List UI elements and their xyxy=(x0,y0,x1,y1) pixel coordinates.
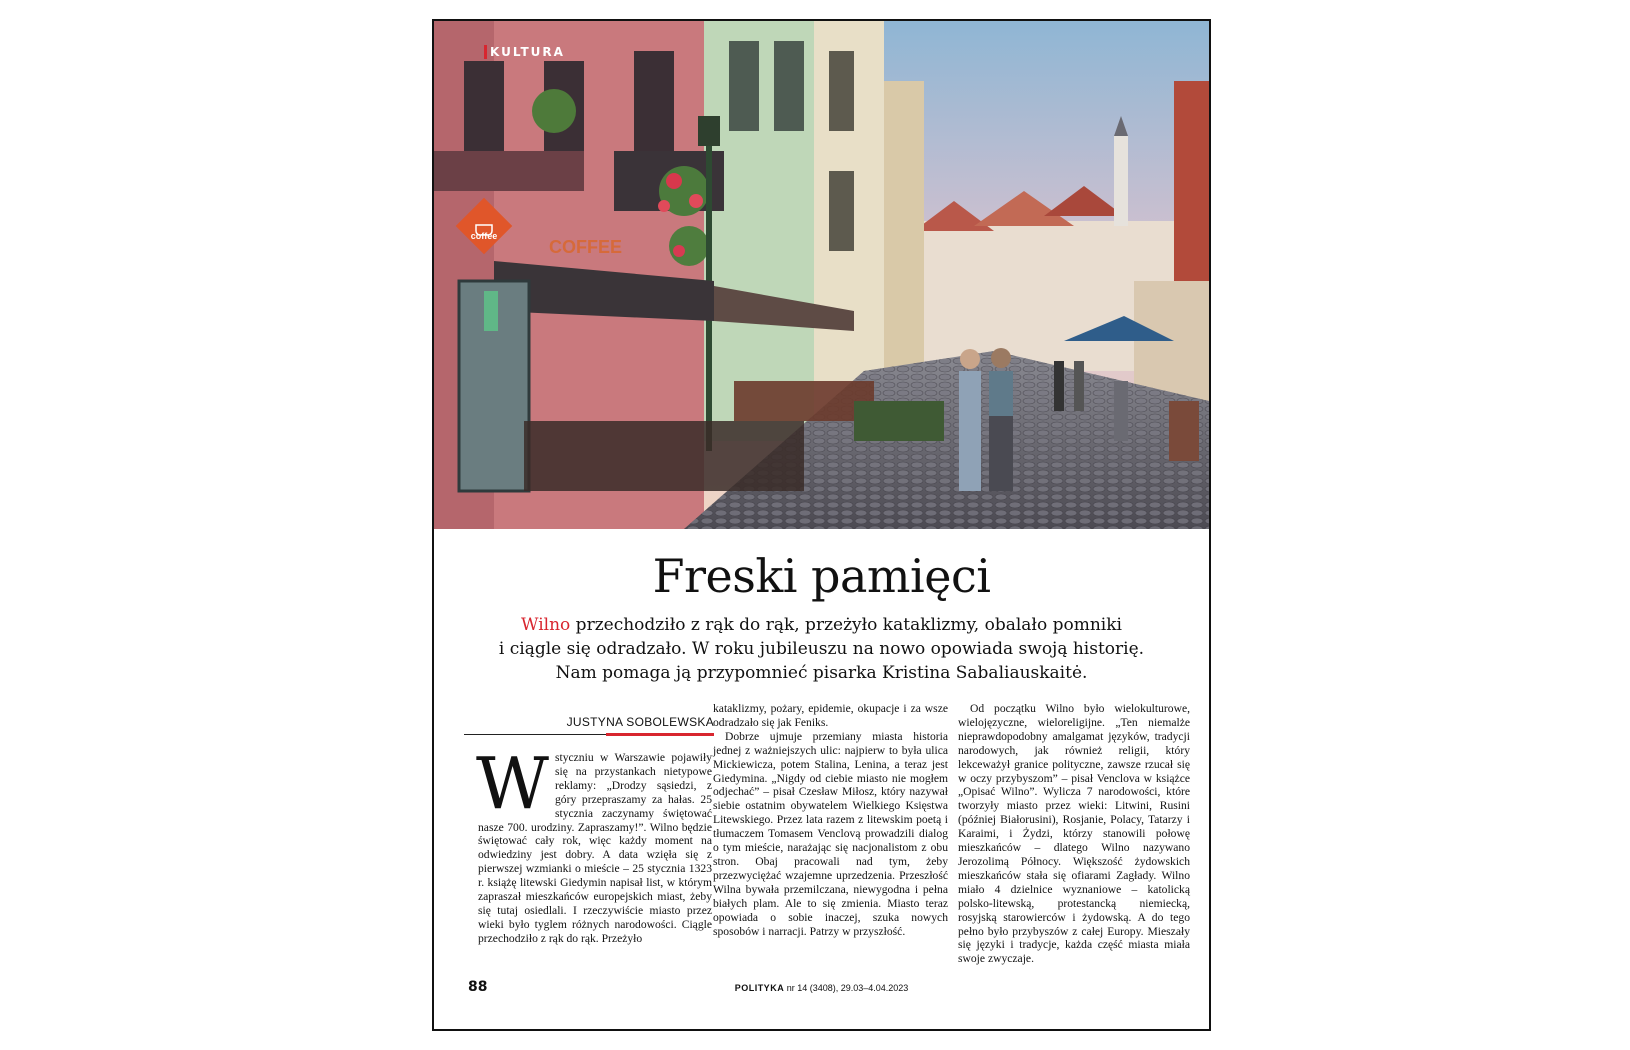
column-2-paragraph-1: kataklizmy, pożary, epidemie, okupacje i za wsze odradzało się jak Feniks. xyxy=(713,702,948,729)
svg-text:COFFEE: COFFEE xyxy=(549,237,623,257)
svg-text:coffee: coffee xyxy=(470,231,498,241)
article-lede xyxy=(494,613,1149,685)
article-headline: Freski pamięci xyxy=(652,549,991,603)
page-number: 88 xyxy=(468,979,488,995)
issue-info: nr 14 (3408), 29.03–4.04.2023 xyxy=(784,983,909,993)
author-byline: JUSTYNA SOBOLEWSKA xyxy=(566,715,714,729)
lede-line3: Nam pomaga ją przypomnieć pisarka Kristina Sabaliauskaitė. xyxy=(555,663,1088,683)
lede-line1: przechodziło z rąk do rąk, przeżyło kataklizmy, obalało pomniki xyxy=(570,615,1122,635)
magazine-page xyxy=(432,19,1211,1031)
magazine-footer xyxy=(434,983,1209,993)
column-2-paragraph-2: Dobrze ujmuje przemiany miasta historia jednej z ważniejszych ulic: najpierw to była ulica Mickiewicza, potem Stalina, Lenina, a teraz jest Giedymina. „Nigdy od ciebie miasto nie mogłem odjechać” – pisał Czesław Miłosz, który nazywał siebie ostatnim obywatelem Wielkiego Księstwa Litewskiego. Przez lata razem z litewskim poetą i tłumaczem Tomasem Venclovą prowadzili dialog o tym mieście, narażając się nacjonalistom z obu stron. Obaj pracowali nad tym, żeby przezwyciężać wzajemne uprzedzenia. Przeszłość Wilna bywała przemilczana, niewygodna i pełna białych plam. Ale to się zmienia. Miasto teraz opowiada o sobie inaczej, szuka nowych sposobów i narracji. Patrzy w przyszłość. xyxy=(713,729,948,938)
lede-highlight: Wilno xyxy=(521,615,571,635)
drop-cap: W xyxy=(476,742,549,825)
byline-accent-rule xyxy=(606,733,714,736)
section-label: KULTURA xyxy=(490,45,565,59)
article-column-3: Od początku Wilno było wielokulturowe, wielojęzyczne, wieloreligijne. „Ten niemalże nieprawdopodobny amalgamat języków, tradycji narodowych, jak również religii, który lekceważył granice polityczne, zawsze rzucał się w oczy przybyszom” – pisał Venclova w książce „Opisać Wilno”. Wylicza 7 narodowości, które tworzyły miasto przez wieki: Litwini, Rusini (później Białorusini), Rosjanie, Polacy, Tatarzy i Karaimi, i Żydzi, którzy stanowili połowę mieszkańców – dlatego Wilno nazywano Jerozolimą Północy. Większość żydowskich mieszkańców stała się ofiarami Zagłady. Wilno miało 4 dzielnice wyznaniowe – katolicką polsko-litewską, protestancką niemiecką, rosyjską starowierców i żydowską. A do tego pełno było przybyszów z całej Europy. Mieszały się języki i tradycje, każda część miasta miała swoje zwyczaje. xyxy=(958,702,1190,966)
lede-line2: i ciągle się odradzało. W roku jubileuszu na nowo opowiada swoją historię. xyxy=(498,639,1145,659)
magazine-name: POLITYKA xyxy=(734,983,785,993)
article-column-2 xyxy=(713,702,948,938)
article-column-1 xyxy=(476,742,712,946)
hero-photo xyxy=(434,21,1209,529)
column-1-text: styczniu w Warszawie pojawiły się na przystankach nietypowe reklamy: „Drodzy sąsiedzi, z góry przepraszamy za hałas. 25 stycznia zaczynamy świętować nasze 700. urodziny. Zapraszamy!”. Wilno będzie świętować cały rok, więc każdy moment na odwiedziny jest dobry. A data wzięła się z pierwszej wzmianki o mieście – 25 stycznia 1323 r. książę litewski Giedymin napisał list, w którym zapraszał mieszkańców europejskich miast, żeby się tutaj osiedlali. I rzeczywiście miasto przez wieki było tyglem różnych narodowości. Ciągle przechodziło z rąk do rąk. Przeżyło xyxy=(478,751,712,945)
section-accent-bar xyxy=(484,45,487,59)
